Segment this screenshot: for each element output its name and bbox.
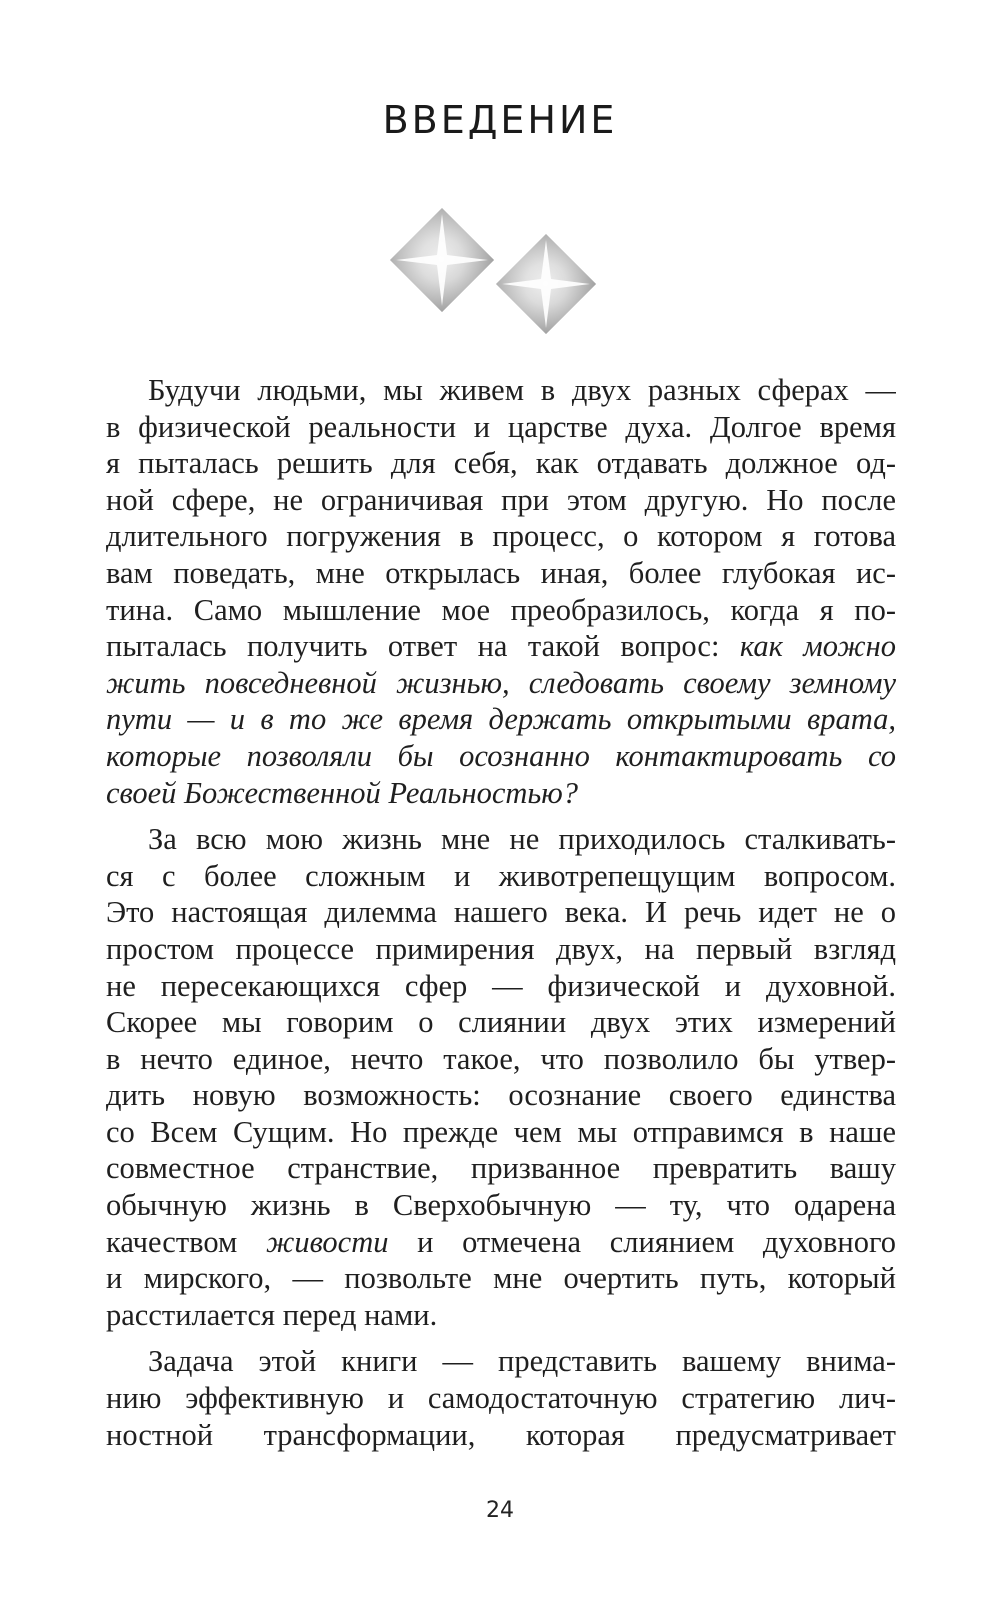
text-line — [106, 1417, 896, 1454]
text-run: За всю мою жизнь мне не приходилось сталкивать- — [148, 822, 896, 857]
text-run: длительного погружения в процесс, о котором я готова — [106, 519, 896, 554]
text-line — [106, 1004, 896, 1041]
text-run: простом процессе примирения двух, на первый взгляд — [106, 931, 896, 966]
text-line — [106, 518, 896, 555]
text-run: ной сфере, не ограничивая при этом другую. Но после — [106, 482, 896, 517]
text-run: и мирского, — позвольте мне очертить путь, который — [106, 1261, 896, 1296]
text-run: обычную жизнь в Сверхобычную — ту, что одарена — [106, 1188, 896, 1223]
text-run: тина. Само мышление мое преобразилось, когда я по- — [106, 592, 896, 627]
text-line — [106, 482, 896, 519]
text-line — [106, 701, 896, 738]
text-run: качеством — [106, 1224, 266, 1259]
text-run: со Всем Сущим. Но прежде чем мы отправимся в наше — [106, 1114, 896, 1149]
large-diamond — [390, 208, 494, 312]
italic-text: своей Божественной Реальностью? — [106, 775, 579, 810]
text-line — [106, 858, 896, 895]
text-line — [106, 1224, 896, 1261]
italic-text: которые позволяли бы осознанно контактировать со — [106, 738, 896, 773]
text-run: Задача этой книги — представить вашему внима- — [148, 1344, 896, 1379]
text-run: ностной трансформации, которая предусматривает — [106, 1417, 896, 1452]
text-line — [106, 445, 896, 482]
text-line — [106, 555, 896, 592]
text-line — [106, 821, 896, 858]
page-number: 24 — [486, 1498, 514, 1523]
text-run: нию эффективную и самодостаточную стратегию лич- — [106, 1381, 896, 1416]
text-run: не пересекающихся сфер — физической и духовной. — [106, 968, 896, 1003]
text-line — [106, 628, 896, 665]
text-line — [106, 1077, 896, 1114]
text-line — [106, 1114, 896, 1151]
text-line — [106, 1343, 896, 1380]
text-line — [106, 1297, 896, 1334]
body-text — [106, 372, 896, 1453]
text-run: и отмечена слиянием духовного — [388, 1224, 896, 1259]
paragraph — [106, 372, 896, 811]
text-run: я пыталась решить для себя, как отдавать должное од- — [106, 446, 896, 481]
text-line — [106, 592, 896, 629]
text-line — [106, 665, 896, 702]
text-run: вам поведать, мне открылась иная, более глубокая ис- — [106, 555, 896, 590]
chapter-title: ВВЕДЕНИЕ — [382, 98, 618, 142]
text-line — [106, 1150, 896, 1187]
small-diamond — [496, 234, 596, 334]
italic-text: жить повседневной жизнью, следовать своему земному — [106, 665, 896, 700]
text-run: Скорее мы говорим о слиянии двух этих измерений — [106, 1005, 896, 1040]
text-run: дить новую возможность: осознание своего единства — [106, 1078, 896, 1113]
text-line — [106, 1260, 896, 1297]
text-line — [106, 1041, 896, 1078]
text-line — [106, 968, 896, 1005]
text-line — [106, 372, 896, 409]
text-run: в нечто единое, нечто такое, что позволило бы утвер- — [106, 1041, 896, 1076]
text-line — [106, 931, 896, 968]
text-run: расстилается перед нами. — [106, 1297, 438, 1332]
text-run: Будучи людьми, мы живем в двух разных сферах — — [148, 373, 896, 407]
text-line — [106, 738, 896, 775]
text-run: ся с более сложным и животрепещущим вопросом. — [106, 858, 896, 893]
text-run: в физической реальности и царстве духа. Долгое время — [106, 409, 896, 444]
paragraph — [106, 821, 896, 1333]
paragraph — [106, 1343, 896, 1453]
italic-text: как можно — [739, 629, 896, 664]
double-diamond-star-ornament-icon — [390, 208, 605, 348]
text-line — [106, 409, 896, 446]
text-run: пыталась получить ответ на такой вопрос: — [106, 629, 740, 664]
text-line — [106, 1187, 896, 1224]
italic-text: живости — [265, 1224, 389, 1259]
text-line — [106, 894, 896, 931]
text-run: совместное странствие, призванное превратить вашу — [106, 1151, 896, 1186]
text-run: Это настоящая дилемма нашего века. И речь идет не о — [106, 895, 896, 930]
italic-text: пути — и в то же время держать открытыми врата, — [106, 702, 896, 737]
text-line — [106, 1380, 896, 1417]
text-line — [106, 775, 896, 812]
